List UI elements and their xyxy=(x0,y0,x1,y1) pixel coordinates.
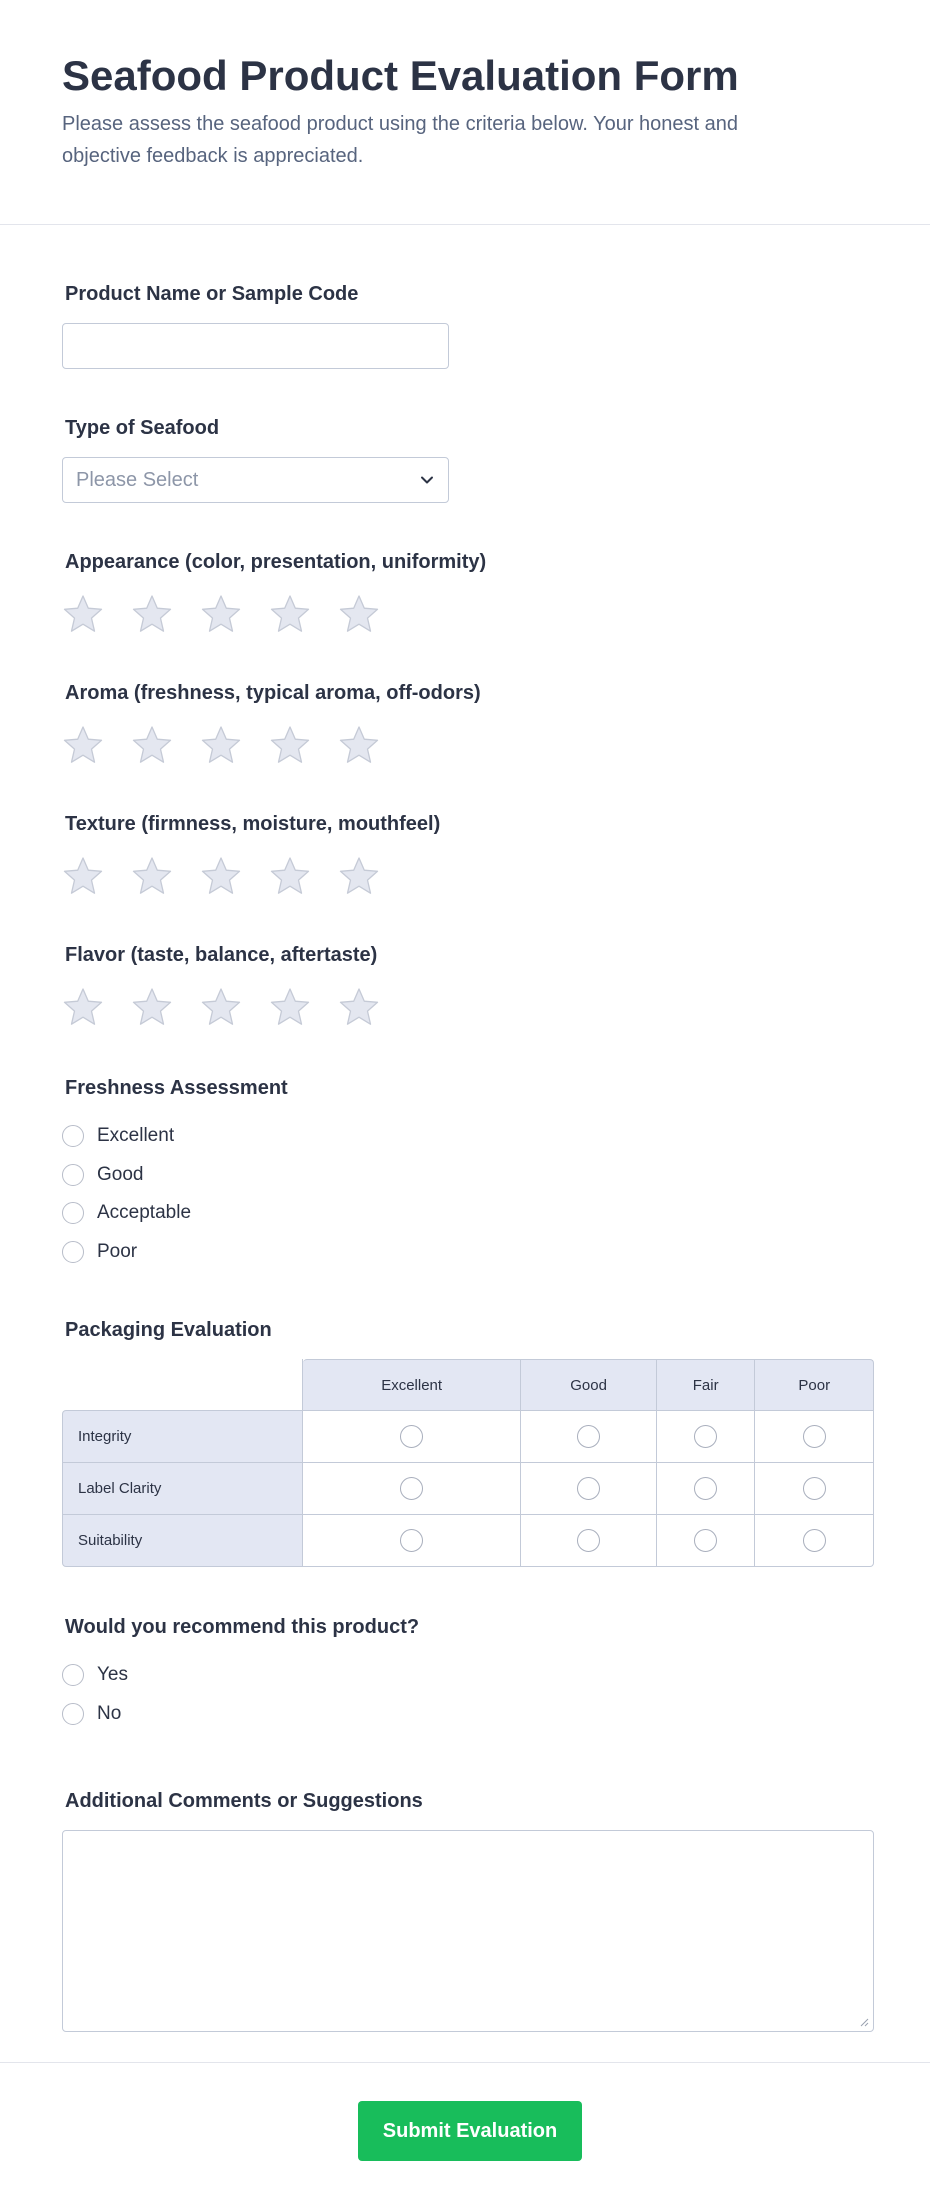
appearance-star-rating xyxy=(62,593,868,635)
radio-button[interactable] xyxy=(694,1477,717,1500)
freshness-field xyxy=(62,1075,868,1271)
matrix-column-header: Poor xyxy=(755,1359,874,1410)
matrix-cell[interactable] xyxy=(303,1410,521,1462)
star-icon[interactable] xyxy=(338,986,380,1028)
star-icon[interactable] xyxy=(269,855,311,897)
freshness-label: Freshness Assessment xyxy=(65,1077,288,1099)
seafood-type-select[interactable] xyxy=(62,457,449,503)
product-name-field xyxy=(62,281,868,369)
star-icon[interactable] xyxy=(338,593,380,635)
star-icon[interactable] xyxy=(131,986,173,1028)
matrix-cell[interactable] xyxy=(755,1410,874,1462)
submit-button[interactable]: Submit Evaluation xyxy=(358,2101,582,2161)
matrix-cell[interactable] xyxy=(303,1514,521,1567)
matrix-cell[interactable] xyxy=(657,1514,756,1567)
matrix-cell[interactable] xyxy=(657,1410,756,1462)
form-content xyxy=(0,281,930,2032)
star-icon[interactable] xyxy=(200,724,242,766)
radio-button[interactable] xyxy=(400,1477,423,1500)
seafood-type-field xyxy=(62,415,868,503)
chevron-down-icon xyxy=(418,471,436,489)
texture-rating-label: Texture (firmness, moisture, mouthfeel) xyxy=(65,813,441,835)
matrix-row-label-clarity xyxy=(62,1462,874,1514)
aroma-rating-label: Aroma (freshness, typical aroma, off-odors) xyxy=(65,682,481,704)
radio-button[interactable] xyxy=(803,1529,826,1552)
radio-button[interactable] xyxy=(577,1477,600,1500)
flavor-rating-label: Flavor (taste, balance, aftertaste) xyxy=(65,944,378,966)
flavor-rating-field xyxy=(62,942,868,1028)
radio-button[interactable] xyxy=(400,1425,423,1448)
radio-button[interactable] xyxy=(62,1202,84,1224)
matrix-corner xyxy=(62,1359,303,1410)
radio-label: Poor xyxy=(97,1240,138,1262)
packaging-field xyxy=(62,1317,868,1567)
matrix-row-integrity xyxy=(62,1410,874,1462)
radio-button[interactable] xyxy=(803,1425,826,1448)
radio-button[interactable] xyxy=(577,1529,600,1552)
star-icon[interactable] xyxy=(131,724,173,766)
radio-button[interactable] xyxy=(62,1664,84,1686)
product-name-label: Product Name or Sample Code xyxy=(65,283,359,305)
recommend-field xyxy=(62,1614,868,1733)
radio-label: Yes xyxy=(97,1664,128,1686)
matrix-cell[interactable] xyxy=(657,1462,756,1514)
freshness-radio-group xyxy=(62,1117,868,1271)
packaging-matrix xyxy=(62,1359,874,1567)
comments-textarea[interactable] xyxy=(62,1830,874,2032)
flavor-star-rating xyxy=(62,986,868,1028)
seafood-type-label: Type of Seafood xyxy=(65,417,220,439)
recommend-label: Would you recommend this product? xyxy=(65,1616,420,1638)
matrix-row-label: Suitability xyxy=(62,1514,303,1567)
packaging-label: Packaging Evaluation xyxy=(65,1319,272,1341)
star-icon[interactable] xyxy=(269,593,311,635)
aroma-rating-field xyxy=(62,680,868,766)
form-footer xyxy=(0,2062,930,2199)
freshness-option-acceptable[interactable] xyxy=(62,1194,868,1233)
radio-button[interactable] xyxy=(62,1703,84,1725)
matrix-cell[interactable] xyxy=(755,1462,874,1514)
appearance-rating-label: Appearance (color, presentation, uniformity) xyxy=(65,551,487,573)
star-icon[interactable] xyxy=(200,593,242,635)
radio-label: Good xyxy=(97,1163,144,1185)
recommend-option-yes[interactable] xyxy=(62,1656,868,1695)
texture-rating-field xyxy=(62,811,868,897)
freshness-option-poor[interactable] xyxy=(62,1233,868,1272)
star-icon[interactable] xyxy=(200,855,242,897)
radio-label: Excellent xyxy=(97,1125,175,1147)
star-icon[interactable] xyxy=(338,724,380,766)
star-icon[interactable] xyxy=(131,593,173,635)
radio-label: Acceptable xyxy=(97,1202,192,1224)
appearance-rating-field xyxy=(62,549,868,635)
radio-button[interactable] xyxy=(400,1529,423,1552)
star-icon[interactable] xyxy=(62,724,104,766)
radio-button[interactable] xyxy=(577,1425,600,1448)
matrix-column-header: Excellent xyxy=(303,1359,521,1410)
form-title: Seafood Product Evaluation Form xyxy=(62,52,739,99)
matrix-cell[interactable] xyxy=(521,1462,657,1514)
matrix-row-label: Integrity xyxy=(62,1410,303,1462)
freshness-option-excellent[interactable] xyxy=(62,1117,868,1156)
matrix-cell[interactable] xyxy=(755,1514,874,1567)
comments-label: Additional Comments or Suggestions xyxy=(65,1790,423,1812)
radio-button[interactable] xyxy=(694,1425,717,1448)
star-icon[interactable] xyxy=(131,855,173,897)
comments-field xyxy=(62,1788,868,2032)
star-icon[interactable] xyxy=(269,724,311,766)
matrix-row-suitability xyxy=(62,1514,874,1567)
recommend-option-no[interactable] xyxy=(62,1695,868,1734)
form-description: Please assess the seafood product using the criteria below. Your honest and objective feedback is appreciated. xyxy=(62,113,739,167)
star-icon[interactable] xyxy=(62,593,104,635)
matrix-cell[interactable] xyxy=(521,1514,657,1567)
radio-button[interactable] xyxy=(62,1164,84,1186)
star-icon[interactable] xyxy=(62,855,104,897)
radio-button[interactable] xyxy=(62,1125,84,1147)
star-icon[interactable] xyxy=(269,986,311,1028)
freshness-option-good[interactable] xyxy=(62,1156,868,1195)
radio-button[interactable] xyxy=(803,1477,826,1500)
matrix-column-header: Good xyxy=(521,1359,657,1410)
star-icon[interactable] xyxy=(62,986,104,1028)
star-icon[interactable] xyxy=(200,986,242,1028)
recommend-radio-group xyxy=(62,1656,868,1733)
product-name-input[interactable] xyxy=(62,323,449,369)
star-icon[interactable] xyxy=(338,855,380,897)
texture-star-rating xyxy=(62,855,868,897)
matrix-cell[interactable] xyxy=(303,1462,521,1514)
radio-label: No xyxy=(97,1702,122,1724)
radio-button[interactable] xyxy=(62,1241,84,1263)
seafood-type-selected: Please Select xyxy=(76,468,199,491)
form-header xyxy=(0,0,930,225)
matrix-cell[interactable] xyxy=(521,1410,657,1462)
radio-button[interactable] xyxy=(694,1529,717,1552)
matrix-row-label: Label Clarity xyxy=(62,1462,303,1514)
aroma-star-rating xyxy=(62,724,868,766)
resize-grip-icon[interactable] xyxy=(859,2017,869,2027)
matrix-column-header: Fair xyxy=(657,1359,756,1410)
